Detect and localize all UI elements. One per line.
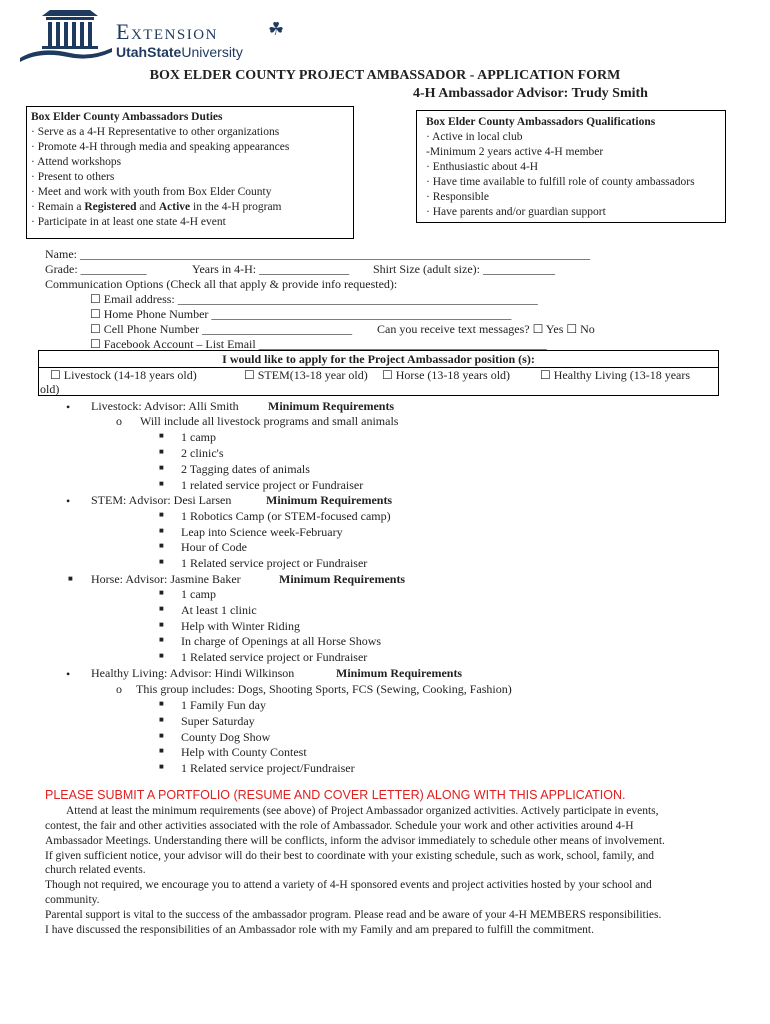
square-bullet-icon: ■ [159,635,164,644]
horse-advisor: Horse: Advisor: Jasmine Baker [91,572,241,586]
duty-item: · Participate in at least one state 4-H event [31,216,226,228]
livestock-requirements-label: Minimum Requirements [268,399,395,413]
communication-options-label: Communication Options (Check all that apply & provide info requested): [45,277,398,291]
qualifications-box [416,110,726,223]
logo-university-text: UtahStateUniversity [116,44,243,60]
years-in-4h-field[interactable]: Years in 4-H: _______________ [192,262,350,276]
livestock-sub: Will include all livestock programs and small animals [140,414,399,428]
square-bullet-icon: ■ [159,541,164,550]
square-bullet-icon: ■ [159,620,164,629]
horse-item: Help with Winter Riding [181,619,300,633]
livestock-item: 1 related service project or Fundraiser [181,478,364,492]
grade-field[interactable]: Grade: ___________ [45,262,147,276]
square-bullet-icon: ■ [68,574,73,583]
footer-paragraph: church related events. [45,864,146,876]
qualification-item: -Minimum 2 years active 4-H member [426,146,604,158]
healthy-living-item: 1 Family Fun day [181,698,267,712]
footer-paragraph: Ambassador Meetings. Understanding there will be conflicts, inform the advisor immediately to schedule other means of involvement. [45,835,665,847]
home-phone-field[interactable]: ☐ Home Phone Number __________________________________________________ [90,307,512,321]
stem-checkbox[interactable]: ☐ STEM(13-18 year old) [244,368,368,382]
horse-item: 1 camp [181,587,216,601]
square-bullet-icon: ■ [159,431,164,440]
duty-item: · Meet and work with youth from Box Elder County [31,186,272,198]
square-bullet-icon: ■ [159,715,164,724]
extension-logo-graphic [20,6,112,62]
healthy-living-checkbox[interactable]: ☐ Healthy Living (13-18 years [540,368,691,382]
healthy-living-requirements-label: Minimum Requirements [336,666,463,680]
bullet-icon: • [66,494,71,508]
livestock-checkbox[interactable]: ☐ Livestock (14-18 years old) [50,368,197,382]
livestock-item: 2 clinic's [181,446,224,460]
healthy-living-item: 1 Related service project/Fundraiser [181,761,355,775]
livestock-item: 2 Tagging dates of animals [181,462,310,476]
footer-paragraph: community. [45,894,100,906]
qualification-item: · Have parents and/or guardian support [426,206,606,218]
stem-item: Hour of Code [181,540,247,554]
square-bullet-icon: ■ [159,557,164,566]
footer-paragraph: Parental support is vital to the success of the ambassador program. Please read and be aware of your 4-H MEMBERS responsibilities. [45,909,662,921]
bullet-icon: • [66,667,71,681]
form-title: BOX ELDER COUNTY PROJECT AMBASSADOR - APPLICATION FORM [149,68,621,83]
square-bullet-icon: ■ [159,447,164,456]
square-bullet-icon: ■ [159,479,164,488]
duties-box [26,106,354,239]
qualification-item: · Active in local club [426,131,523,143]
stem-advisor: STEM: Advisor: Desi Larsen [91,493,232,507]
horse-item: In charge of Openings at all Horse Shows [181,634,382,648]
duties-heading: Box Elder County Ambassadors Duties [31,111,223,123]
horse-item: At least 1 clinic [181,603,257,617]
healthy-living-item: County Dog Show [181,730,271,744]
livestock-advisor: Livestock: Advisor: Alli Smith [91,399,239,413]
healthy-living-item: Super Saturday [181,714,255,728]
square-bullet-icon: ■ [159,526,164,535]
footer-paragraph: I have discussed the responsibilities of an Ambassador role with my Family and am prepared to fulfill the commitment. [45,924,595,936]
advisor-title: 4-H Ambassador Advisor: Trudy Smith [413,86,648,101]
square-bullet-icon: ■ [159,699,164,708]
stem-requirements-label: Minimum Requirements [266,493,393,507]
shirt-size-field[interactable]: Shirt Size (adult size): ____________ [373,262,555,276]
logo-extension-text: Extension [116,19,218,44]
duty-item: · Present to others [31,171,115,183]
horse-item: 1 Related service project or Fundraiser [181,650,368,664]
circle-bullet-icon: o [116,414,122,428]
name-field[interactable]: Name: _____________________________________________________________________________________ [45,247,590,261]
horse-requirements-label: Minimum Requirements [279,572,406,586]
stem-item: 1 Robotics Camp (or STEM-focused camp) [181,509,391,523]
duty-item: · Serve as a 4-H Representative to other organizations [31,126,280,138]
healthy-living-checkbox-cont: old) [40,382,60,396]
facebook-field[interactable]: ☐ Facebook Account – List Email ________________________________________________ [90,337,547,351]
square-bullet-icon: ■ [159,746,164,755]
square-bullet-icon: ■ [159,762,164,771]
position-heading: I would like to apply for the Project Ambassador position (s): [222,352,535,366]
qualification-item: · Responsible [426,191,489,203]
duty-item: · Promote 4-H through media and speaking appearances [31,141,290,153]
square-bullet-icon: ■ [159,588,164,597]
footer-paragraph: Though not required, we encourage you to attend a variety of 4-H sponsored events and project activities hosted by your school and [45,879,652,891]
email-field[interactable]: ☐ Email address: ____________________________________________________________ [90,292,538,306]
qualification-item: · Enthusiastic about 4-H [426,161,539,173]
square-bullet-icon: ■ [159,510,164,519]
qualification-item: · Have time available to fulfill role of county ambassadors [426,176,695,188]
duty-item: · Attend workshops [31,156,122,168]
livestock-item: 1 camp [181,430,216,444]
clover-icon: ☘ [268,19,285,39]
square-bullet-icon: ■ [159,604,164,613]
circle-bullet-icon: o [116,682,122,696]
healthy-living-item: Help with County Contest [181,745,307,759]
square-bullet-icon: ■ [159,651,164,660]
healthy-living-sub: This group includes: Dogs, Shooting Sports, FCS (Sewing, Cooking, Fashion) [136,682,512,696]
portfolio-notice: PLEASE SUBMIT A PORTFOLIO (RESUME AND COVER LETTER) ALONG WITH THIS APPLICATION. [45,788,626,802]
stem-item: 1 Related service project or Fundraiser [181,556,368,570]
square-bullet-icon: ■ [159,463,164,472]
text-messages-question[interactable]: Can you receive text messages? ☐ Yes ☐ No [377,322,595,336]
duty-item: · Remain a Registered and Active in the 4-H program [31,201,282,213]
healthy-living-advisor: Healthy Living: Advisor: Hindi Wilkinson [91,666,295,680]
footer-paragraph: contest, the fair and other activities associated with the role of Ambassador. Schedule your work and other activities around 4-H [45,820,634,832]
horse-checkbox[interactable]: ☐ Horse (13-18 years old) [382,368,511,382]
cell-phone-field[interactable]: ☐ Cell Phone Number _________________________ [90,322,353,336]
bullet-icon: • [66,400,71,414]
footer-paragraph: If given sufficient notice, your advisor will do their best to coordinate with your existing schedule, such as work, school, family, and [45,850,655,862]
stem-item: Leap into Science week-February [181,525,343,539]
footer-paragraph: Attend at least the minimum requirements (see above) of Project Ambassador organized activities. Actively participate in events, [66,805,659,817]
qualifications-heading: Box Elder County Ambassadors Qualifications [426,116,656,128]
square-bullet-icon: ■ [159,731,164,740]
